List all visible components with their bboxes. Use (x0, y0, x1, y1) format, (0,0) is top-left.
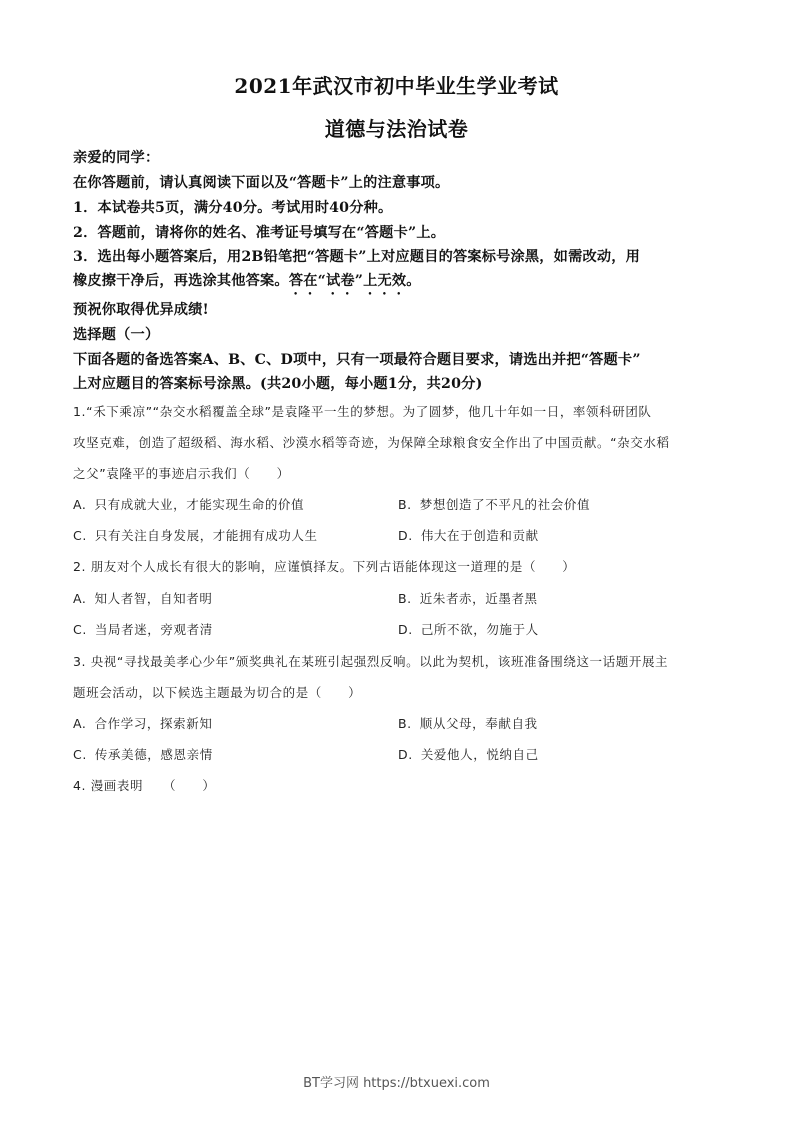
question-4-line-1: 4. 漫画表明 （ ） (73, 778, 216, 793)
question-1-line-2: 攻坚克难，创造了超级稻、海水稻、沙漠水稻等奇迹，为保障全球粮食安全作出了中国贡献。“杂交水稻 (73, 435, 670, 450)
watermark-footer: BT学习网 https://btxuexi.com (303, 1076, 490, 1091)
instructions-intro: 在你答题前，请认真阅读下面以及“答题卡”上的注意事项。 (73, 175, 450, 191)
question-1-option-b: B. 梦想创造了不平凡的社会价值 (398, 497, 591, 512)
instruction-item-3-prefix: 橡皮擦干净后，再选涂其他答案。 (73, 273, 289, 289)
question-2-option-b: B. 近朱者赤，近墨者黑 (398, 591, 538, 606)
question-1-option-d: D. 伟大在于创造和贡献 (398, 528, 539, 543)
question-2-option-a: A. 知人者智，自知者明 (73, 591, 213, 606)
question-3-option-b: B. 顺从父母，奉献自我 (398, 716, 538, 731)
question-3-line-2: 题班会活动，以下候选主题最为切合的是（ ） (73, 685, 362, 700)
section-desc-line-1: 下面各题的备选答案A、B、C、D项中，只有一项最符合题目要求，请选出并把“答题卡” (73, 352, 641, 368)
question-3-line-1: 3. 央视“寻找最美孝心少年”颁奖典礼在某班引起强烈反响。以此为契机，该班准备围绕这一话题开展主 (73, 654, 669, 669)
section-desc-line-2: 上对应题目的答案标号涂黑。(共20小题，每小题1分，共20分) (73, 376, 483, 392)
exam-title: 2021年武汉市初中毕业生学业考试 (234, 74, 559, 98)
exam-subtitle: 道德与法治试卷 (324, 117, 469, 141)
wish-text: 预祝你取得优异成绩! (73, 302, 209, 318)
question-1-option-c: C. 只有关注自身发展，才能拥有成功人生 (73, 528, 318, 543)
question-2-option-c: C. 当局者迷，旁观者清 (73, 622, 213, 637)
greeting: 亲爱的同学： (73, 150, 160, 166)
question-3-option-a: A. 合作学习，探索新知 (73, 716, 213, 731)
question-2-line-1: 2. 朋友对个人成长有很大的影响，应谨慎择友。下列古语能体现这一道理的是（ ） (73, 559, 576, 574)
question-1-line-1: 1.“禾下乘凉”“杂交水稻覆盖全球”是袁隆平一生的梦想。为了圆梦，他几十年如一日，率领科研团队 (73, 404, 652, 419)
section-title: 选择题（一） (73, 327, 160, 343)
instruction-item-3-suffix: 。 (406, 273, 421, 289)
question-2-option-d: D. 己所不欲，勿施于人 (398, 622, 539, 637)
instruction-item-3-continued (73, 272, 421, 298)
instruction-item-2: 2．答题前，请将你的姓名、准考证号填写在“答题卡”上。 (73, 225, 446, 241)
emphasis-text: 答在“试卷”上无效 (288, 273, 407, 289)
question-3-option-c: C. 传承美德，感恩亲情 (73, 747, 213, 762)
question-1-line-3: 之父”袁隆平的事迹启示我们（ ） (73, 466, 290, 481)
question-3-option-d: D. 关爱他人，悦纳自己 (398, 747, 539, 762)
instruction-item-1: 1．本试卷共5页，满分40分。考试用时40分种。 (73, 200, 393, 216)
instruction-item-3: 3．选出每小题答案后，用2B铅笔把“答题卡”上对应题目的答案标号涂黑，如需改动，用 (73, 249, 641, 265)
question-1-option-a: A. 只有成就大业，才能实现生命的价值 (73, 497, 305, 512)
